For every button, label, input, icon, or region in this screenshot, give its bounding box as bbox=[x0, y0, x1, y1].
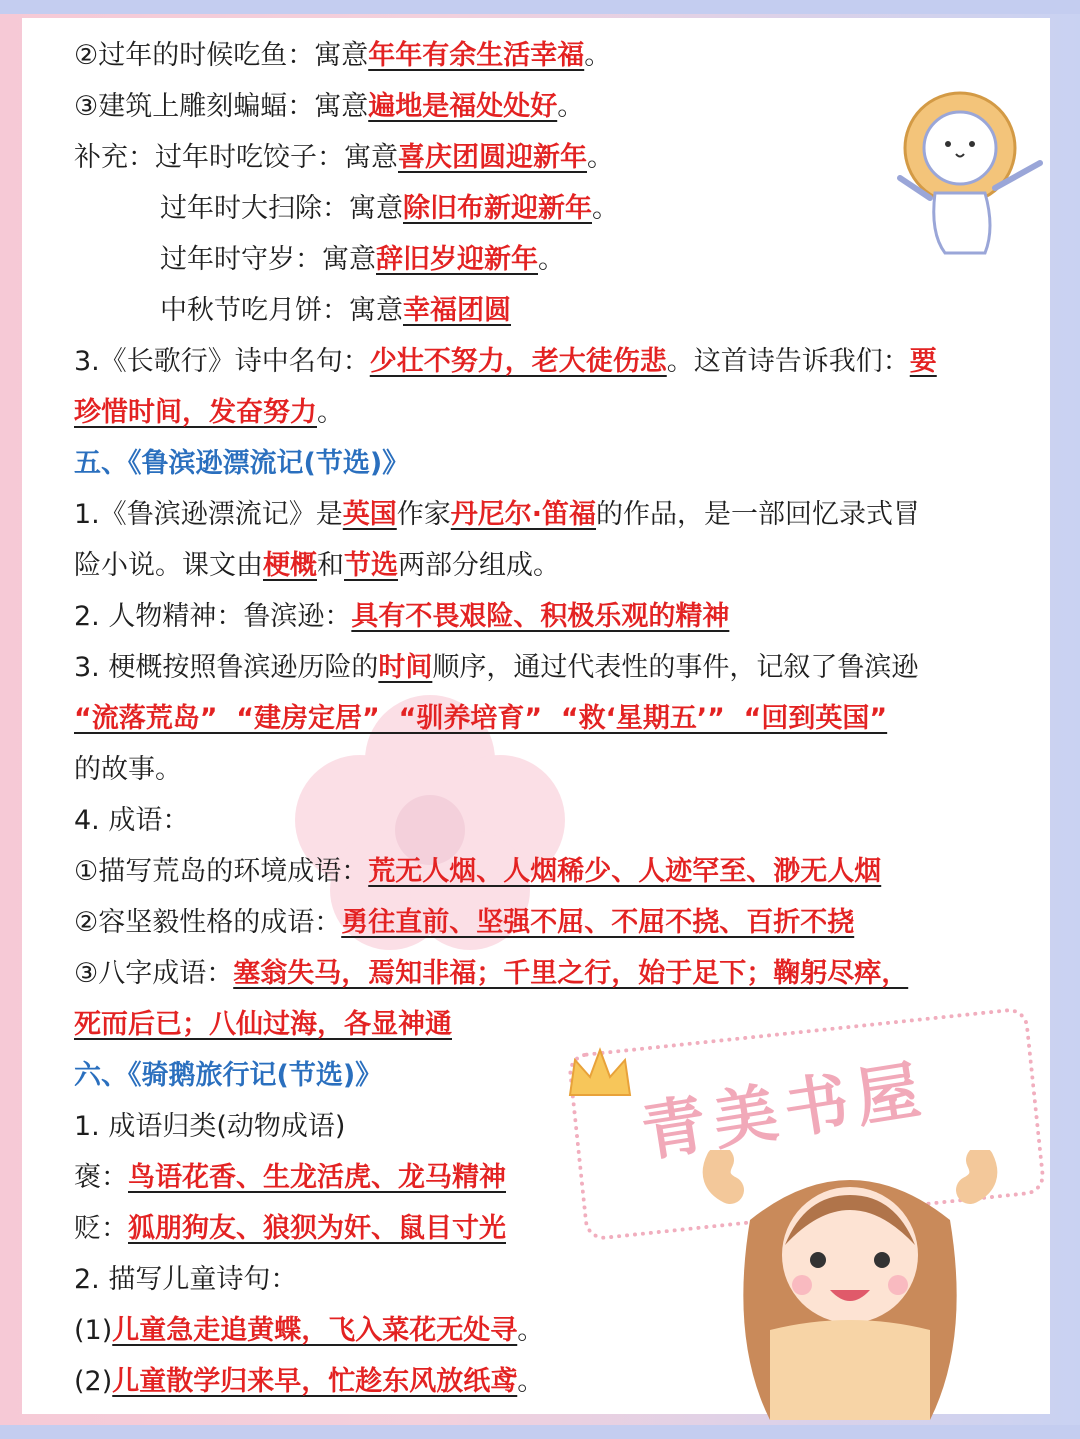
line-poem-cont bbox=[74, 395, 344, 431]
line-text: ③八字成语： bbox=[74, 958, 234, 989]
line-story: 的故事。 bbox=[74, 754, 182, 785]
line-text: 作家 bbox=[396, 499, 451, 530]
section-heading-5: 五、《鲁滨逊漂流记(节选)》 bbox=[74, 448, 410, 479]
highlight-text: 梗概 bbox=[263, 550, 317, 581]
line-idioms-title: 4. 成语： bbox=[74, 805, 190, 836]
line-positive bbox=[74, 1160, 506, 1196]
line-text: 褒： bbox=[74, 1162, 128, 1193]
line-poem bbox=[74, 344, 937, 380]
line-vigil bbox=[160, 242, 565, 278]
line-poem-1 bbox=[74, 1313, 544, 1349]
highlight-text: 幸福团圆 bbox=[403, 295, 511, 326]
line-idioms-env bbox=[74, 854, 881, 890]
line-text: 。这首诗告诉我们： bbox=[666, 346, 910, 377]
highlight-text: 要 bbox=[909, 346, 937, 377]
line-text: 。 bbox=[592, 193, 619, 224]
highlight-text: 具有不畏艰险、积极乐观的精神 bbox=[351, 601, 730, 632]
highlight-text: 儿童散学归来早，忙趁东风放纸鸢 bbox=[112, 1366, 518, 1397]
line-text: ①描写荒岛的环境成语： bbox=[74, 856, 369, 887]
line-text: 补充：过年时吃饺子：寓意 bbox=[74, 142, 398, 173]
girl-mascot-icon bbox=[690, 1150, 1010, 1420]
line-idioms-eight-cont bbox=[74, 1007, 452, 1043]
line-order bbox=[74, 650, 918, 686]
line-text: 过年时大扫除：寓意 bbox=[160, 193, 403, 224]
line-text: 1.《鲁滨逊漂流记》是 bbox=[74, 499, 343, 530]
lion-mascot-icon bbox=[890, 88, 1055, 263]
highlight-text: 遍地是福处处好 bbox=[368, 91, 558, 122]
highlight-text: 英国 bbox=[342, 499, 397, 530]
line-children-poems: 2. 描写儿童诗句： bbox=[74, 1264, 298, 1295]
line-cleaning bbox=[160, 191, 619, 227]
watermark-text: 青美书屋 bbox=[636, 1052, 933, 1171]
line-text: 和 bbox=[317, 550, 344, 581]
highlight-text: 除旧布新迎新年 bbox=[403, 193, 592, 224]
highlight-text: 珍惜时间，发奋努力 bbox=[74, 397, 317, 428]
line-text: 险小说。课文由 bbox=[74, 550, 263, 581]
line-text: 3.《长歌行》诗中名句： bbox=[74, 346, 370, 377]
line-fish bbox=[74, 38, 611, 74]
line-text: 贬： bbox=[74, 1213, 128, 1244]
line-text: 两部分组成。 bbox=[398, 550, 560, 581]
line-text: (1) bbox=[74, 1315, 113, 1346]
line-text: 。 bbox=[587, 142, 614, 173]
line-spirit bbox=[74, 599, 729, 635]
highlight-text: 狐朋狗友、狼狈为奸、鼠目寸光 bbox=[128, 1213, 506, 1244]
line-text: 过年时守岁：寓意 bbox=[160, 244, 376, 275]
line-animal-idioms: 1. 成语归类(动物成语) bbox=[74, 1111, 346, 1142]
line-poem-2 bbox=[74, 1364, 544, 1400]
highlight-text: 年年有余生活幸福 bbox=[368, 40, 585, 71]
bottom-border bbox=[0, 1425, 1080, 1439]
line-idioms-character bbox=[74, 905, 854, 941]
crown-icon bbox=[565, 1045, 635, 1100]
top-border bbox=[0, 0, 1080, 14]
line-dumpling bbox=[74, 140, 614, 176]
line-text: 3. 梗概按照鲁滨逊历险的 bbox=[74, 652, 379, 683]
highlight-text: 时间 bbox=[378, 652, 433, 683]
line-text: (2) bbox=[74, 1366, 113, 1397]
highlight-text: 辞旧岁迎新年 bbox=[376, 244, 538, 275]
line-bat bbox=[74, 89, 584, 125]
line-mooncake bbox=[160, 293, 511, 329]
line-text: 。 bbox=[538, 244, 565, 275]
highlight-text: 节选 bbox=[344, 550, 398, 581]
line-text: 。 bbox=[517, 1315, 545, 1346]
highlight-text: “流落荒岛” “建房定居” “驯养培育” “救‘星期五’” “回到英国” bbox=[74, 703, 888, 734]
line-text: 顺序，通过代表性的事件，记叙了鲁滨逊 bbox=[432, 652, 919, 683]
line-text: 。 bbox=[317, 397, 344, 428]
section-heading-6: 六、《骑鹅旅行记(节选)》 bbox=[74, 1060, 383, 1091]
line-author bbox=[74, 497, 920, 533]
line-text: ②容坚毅性格的成语： bbox=[74, 907, 342, 938]
line-idioms-eight bbox=[74, 956, 908, 992]
highlight-text: 喜庆团圆迎新年 bbox=[398, 142, 587, 173]
line-events bbox=[74, 701, 887, 737]
highlight-text: 少壮不努力，老大徒伤悲 bbox=[369, 346, 667, 377]
line-text: 。 bbox=[557, 91, 585, 122]
highlight-text: 勇往直前、坚强不屈、不屈不挠、百折不挠 bbox=[341, 907, 855, 938]
highlight-text: 鸟语花香、生龙活虎、龙马精神 bbox=[128, 1162, 506, 1193]
line-negative bbox=[74, 1211, 506, 1247]
line-text: ②过年的时候吃鱼：寓意 bbox=[74, 40, 369, 71]
highlight-text: 死而后已；八仙过海，各显神通 bbox=[74, 1009, 452, 1040]
line-text: 中秋节吃月饼：寓意 bbox=[160, 295, 403, 326]
highlight-text: 荒无人烟、人烟稀少、人迹罕至、渺无人烟 bbox=[368, 856, 882, 887]
highlight-text: 儿童急走追黄蝶，飞入菜花无处寻 bbox=[112, 1315, 518, 1346]
highlight-text: 丹尼尔·笛福 bbox=[450, 499, 597, 530]
line-text: 的作品，是一部回忆录式冒 bbox=[596, 499, 921, 530]
line-text: 2. 人物精神：鲁滨逊： bbox=[74, 601, 352, 632]
line-text: 。 bbox=[517, 1366, 545, 1397]
line-text: 。 bbox=[584, 40, 612, 71]
line-text: ③建筑上雕刻蝙蝠：寓意 bbox=[74, 91, 369, 122]
highlight-text: 塞翁失马，焉知非福；千里之行，始于足下；鞠躬尽瘁， bbox=[233, 958, 909, 989]
line-structure bbox=[74, 548, 560, 584]
